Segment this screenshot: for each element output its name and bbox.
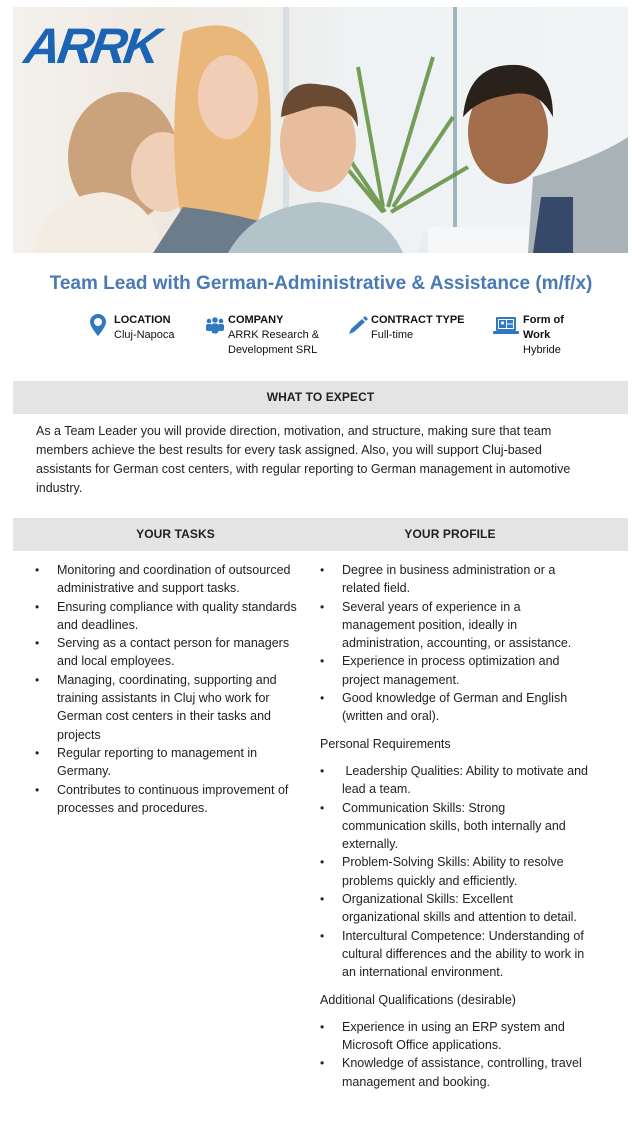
task-item: • Serving as a contact person for managers and local employees. [35, 634, 310, 671]
people-group-icon [205, 317, 225, 339]
contract-type-value: Full-time [371, 329, 414, 341]
personal-requirement-item: • Communication Skills: Strong communication skills, both internally and externally. [320, 799, 590, 854]
company-value-line2: Development SRL [228, 344, 318, 356]
job-title: Team Lead with German-Administrative & Assistance (m/f/x) [49, 273, 593, 294]
personal-requirement-item: • Leadership Qualities: Ability to motivate and lead a team. [320, 762, 590, 799]
profile-item: • Good knowledge of German and English (written and oral). [320, 689, 590, 726]
personal-requirement-item: • Problem-Solving Skills: Ability to resolve problems quickly and efficiently. [320, 853, 590, 890]
company-label: COMPANY [228, 314, 284, 326]
your-profile-heading: YOUR PROFILE [404, 527, 496, 541]
additional-qualification-item: • Experience in using an ERP system and Microsoft Office applications. [320, 1018, 590, 1055]
additional-qualifications-list [320, 1018, 590, 1091]
task-item: • Regular reporting to management in Germany. [35, 744, 310, 781]
your-tasks-heading: YOUR TASKS [136, 527, 215, 541]
profile-item: • Several years of experience in a management position, ideally in administration, accounting, or assistance. [320, 598, 590, 653]
task-item: • Managing, coordinating, supporting and training assistants in Cluj who work for German cost centers in their tasks and projects [35, 671, 310, 744]
additional-qualifications-heading: Additional Qualifications (desirable) [320, 992, 516, 1007]
contract-type-label: CONTRACT TYPE [371, 314, 465, 326]
hero-image [13, 7, 628, 253]
task-item: • Ensuring compliance with quality standards and deadlines. [35, 598, 310, 635]
location-value: Cluj-Napoca [114, 329, 175, 341]
personal-requirements-heading: Personal Requirements [320, 736, 451, 751]
company-value-line1: ARRK Research & [228, 329, 320, 341]
form-of-work-value: Hybride [523, 344, 561, 356]
what-to-expect-text: As a Team Leader you will provide direction, motivation, and structure, making sure that team members achieve the best results for every task assigned. Also, you will support Cluj-based assistants for German cost centers, with regular reporting to German management in automotive industry. [36, 424, 571, 495]
profile-column [320, 561, 590, 1091]
task-item: • Monitoring and coordination of outsourced administrative and support tasks. [35, 561, 310, 598]
profile-item: • Degree in business administration or a related field. [320, 561, 590, 598]
personal-requirements-list [320, 762, 590, 982]
laptop-video-call-icon [493, 317, 519, 340]
map-pin-icon [90, 314, 106, 341]
location-label: LOCATION [114, 314, 171, 326]
arrk-logo: ARRK [21, 18, 162, 74]
personal-requirement-item: • Intercultural Competence: Understanding of cultural differences and the ability to work in an international environment. [320, 927, 590, 982]
form-of-work-label-line1: Form of [523, 314, 564, 326]
profile-list [320, 561, 590, 726]
task-item: • Contributes to continuous improvement of processes and procedures. [35, 781, 310, 818]
tasks-list [35, 561, 310, 817]
form-of-work-label-line2: Work [523, 329, 551, 341]
what-to-expect-heading: WHAT TO EXPECT [13, 381, 628, 414]
profile-item: • Experience in process optimization and project management. [320, 652, 590, 689]
tasks-column [35, 561, 310, 817]
additional-qualification-item: • Knowledge of assistance, controlling, travel management and booking. [320, 1054, 590, 1091]
pencil-icon [348, 316, 368, 339]
personal-requirement-item: • Organizational Skills: Excellent organizational skills and attention to detail. [320, 890, 590, 927]
